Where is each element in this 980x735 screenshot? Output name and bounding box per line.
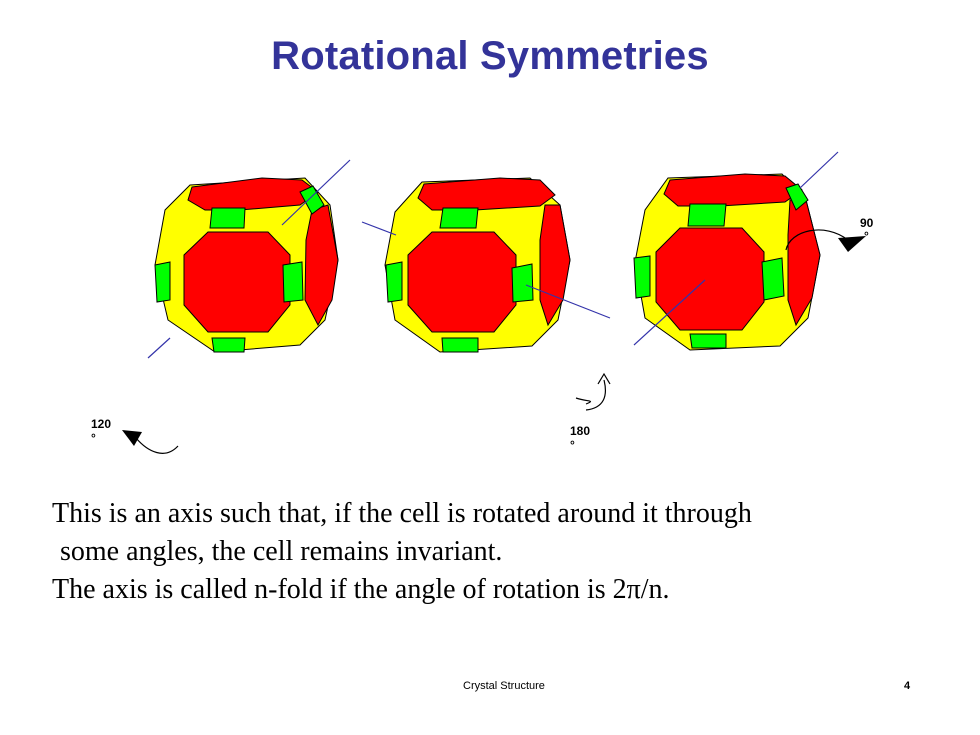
body-line-1: This is an axis such that, if the cell is rotated around it through (52, 498, 752, 529)
cell-1-threefold (155, 178, 338, 352)
body-line-2: some angles, the cell remains invariant. (60, 536, 503, 567)
body-line-3: The axis is called n-fold if the angle of rotation is 2π/n. (52, 574, 670, 605)
cell-2-twofold (385, 178, 570, 352)
angle-label-180: 180 (570, 424, 591, 438)
degree-mark-180: ° (570, 438, 575, 452)
degree-mark-90: ° (864, 229, 869, 243)
degree-mark-120: ° (91, 431, 96, 445)
angle-label-120: 120 (91, 417, 112, 431)
rotation-arrow-120 (122, 430, 178, 453)
slide-title: Rotational Symmetries (271, 34, 709, 78)
angle-label-90: 90 (860, 216, 874, 230)
footer-title: Crystal Structure (463, 680, 545, 692)
rotation-arrow-180 (576, 374, 610, 410)
page-number: 4 (904, 680, 911, 692)
body-text (52, 495, 952, 609)
cell-3-fourfold (634, 174, 820, 350)
